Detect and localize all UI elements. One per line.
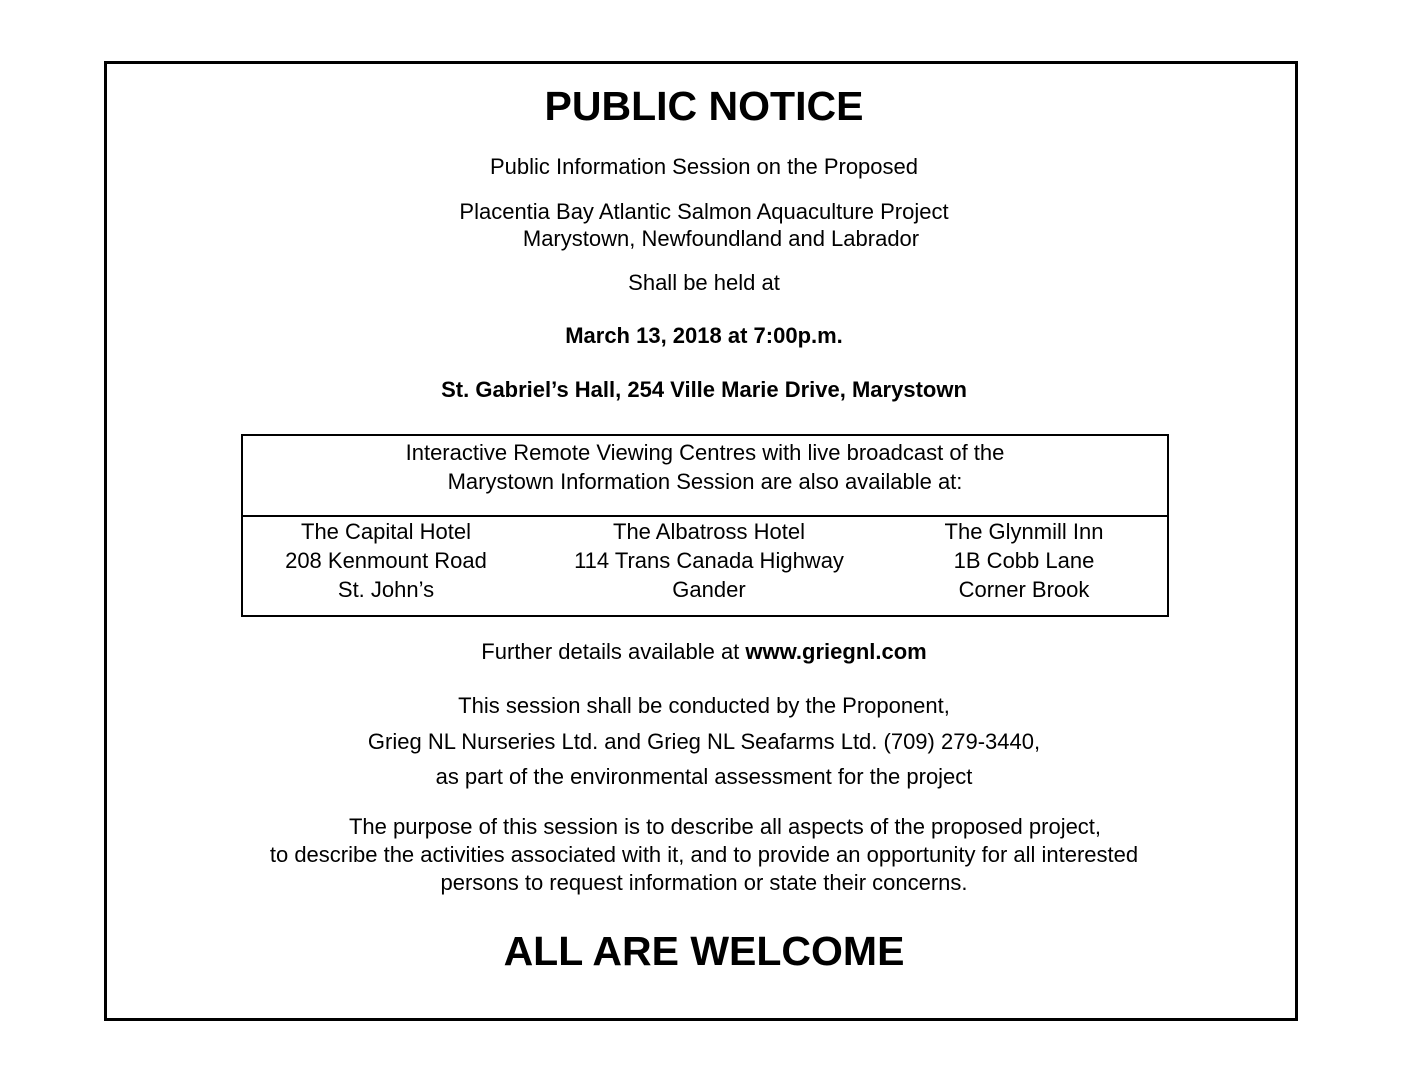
venue-city: Gander xyxy=(672,577,746,602)
purpose-line1: The purpose of this session is to describe all aspects of the proposed project, xyxy=(348,814,1102,839)
remote-intro-line1: Interactive Remote Viewing Centres with live broadcast of the xyxy=(405,440,1005,465)
remote-viewing-box xyxy=(241,434,1169,617)
session-location: St. Gabriel’s Hall, 254 Ville Marie Drive, Marystown xyxy=(441,377,967,402)
project-location: Marystown, Newfoundland and Labrador xyxy=(522,226,920,251)
venue-capital-hotel xyxy=(243,517,529,604)
session-intro: Public Information Session on the Proposed xyxy=(489,154,919,179)
project-name: Placentia Bay Atlantic Salmon Aquaculture Project xyxy=(459,199,949,224)
closing-welcome: ALL ARE WELCOME xyxy=(503,928,905,974)
held-at-label: Shall be held at xyxy=(628,270,780,295)
venue-city: St. John’s xyxy=(337,577,435,602)
details-prefix: Further details available at xyxy=(481,639,746,664)
venue-name: The Capital Hotel xyxy=(301,519,471,544)
proponent-line1: This session shall be conducted by the Proponent, xyxy=(458,693,950,718)
proponent-line2: Grieg NL Nurseries Ltd. and Grieg NL Seafarms Ltd. (709) 279-3440, xyxy=(367,729,1041,754)
proponent-line3: as part of the environmental assessment for the project xyxy=(435,764,973,789)
venue-address: 114 Trans Canada Highway xyxy=(574,548,844,573)
further-details xyxy=(0,638,1408,666)
purpose-statement xyxy=(0,813,1408,897)
venue-city: Corner Brook xyxy=(958,577,1090,602)
purpose-line2: to describe the activities associated with it, and to provide an opportunity for all interested xyxy=(269,842,1139,867)
session-date-time: March 13, 2018 at 7:00p.m. xyxy=(565,323,843,348)
remote-intro-line2: Marystown Information Session are also available at: xyxy=(447,469,963,494)
venue-name: The Glynmill Inn xyxy=(944,519,1104,544)
remote-viewing-intro xyxy=(243,438,1167,496)
venue-name: The Albatross Hotel xyxy=(613,519,805,544)
venue-albatross-hotel xyxy=(529,517,889,604)
notice-title: PUBLIC NOTICE xyxy=(544,83,864,129)
website-link[interactable]: www.griegnl.com xyxy=(745,639,927,664)
purpose-line3: persons to request information or state their concerns. xyxy=(440,870,968,895)
venue-address: 208 Kenmount Road xyxy=(285,548,487,573)
venue-glynmill-inn xyxy=(889,517,1159,604)
venue-address: 1B Cobb Lane xyxy=(953,548,1095,573)
